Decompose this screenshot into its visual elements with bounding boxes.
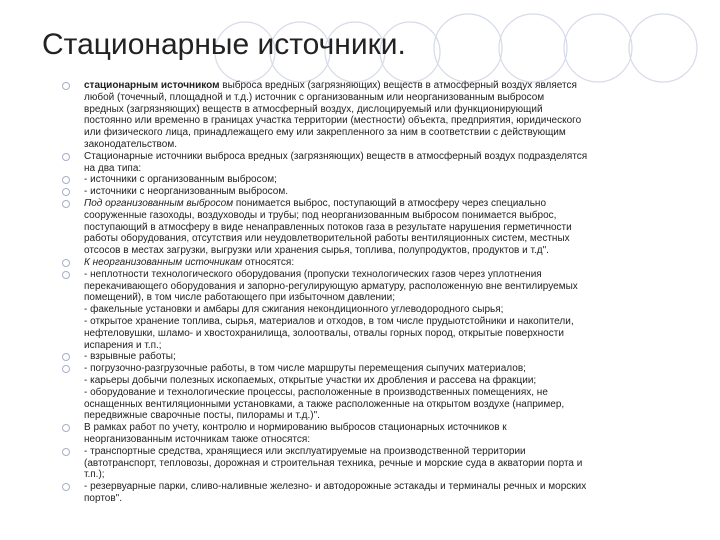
bullet-circle-icon [62, 82, 70, 90]
bullet-circle-icon [62, 153, 70, 161]
list-item: Под организованным выбросом понимается выброс, поступающий в атмосферу через специально сооруженные газоходы, воздуховоды и трубы; под неорганизованным выбросом понимается выброс, поступающий в атмосферу в виде ненаправленных потоков газа в результате нарушения герметичности работы оборудования, отсутствия или неудовлетворительной работы вентиляционных систем, местных отсосов в местах загрузки, выгрузки или хранения сырья, топлива, полупродуктов, продуктов и т.д". [62, 198, 694, 257]
ring-6 [499, 14, 567, 82]
bullet-circle-icon [62, 424, 70, 432]
bullet-circle-icon [62, 365, 70, 373]
bullet-circle-icon [62, 200, 70, 208]
list-item: Стационарные источники выброса вредных (загрязняющих) веществ в атмосферный воздух подразделятся на два типа: [62, 151, 694, 175]
bullet-circle-icon [62, 483, 70, 491]
bullet-circle-icon [62, 176, 70, 184]
italic-term: К неорганизованным источникам [84, 256, 243, 268]
slide-title: Стационарные источники. [42, 28, 406, 61]
list-item: - взрывные работы; [62, 351, 694, 363]
bullet-circle-icon [62, 188, 70, 196]
bullet-circle-icon [62, 353, 70, 361]
bullet-circle-icon [62, 259, 70, 267]
list-item: - источники с неорганизованным выбросом. [62, 186, 694, 198]
list-item: В рамках работ по учету, контролю и нормированию выбросов стационарных источников к неорганизованным источникам также относятся: [62, 422, 694, 446]
bullet-circle-icon [62, 271, 70, 279]
ring-8 [629, 14, 697, 82]
list-item: - погрузочно-разгрузочные работы, в том числе маршруты перемещения сыпучих материалов; - карьеры добычи полезных ископаемых, открытые участки их дробления и рассева на фракции; - оборудование и технологические процессы, расположенные в производственных помещениях, не оснащенных вентиляционными установками, а также расположенные на открытом воздухе (например, передвижные сварочные посты, пилорамы и т.д.)". [62, 363, 694, 422]
bullet-list [62, 80, 694, 505]
italic-term: Под организованным выбросом [84, 197, 234, 209]
list-item: - неплотности технологического оборудования (пропуски технологических газов через уплотнения перекачивающего оборудования и запорно-регулирующую арматуру, расположенную вне вентилируемых помещений), в том числе работающего при избыточном давлении; - факельные установки и амбары для сжигания некондиционного углеводородного сырья; - открытое хранение топлива, сырья, материалов и отходов, в том числе прудыотстойники и накопители, нефтеловушки, шламо- и хвостохранилища, золоотвалы, отвалы горных пород, открытые поверхности испарения и т.п.; [62, 269, 694, 352]
list-item: - резервуарные парки, сливо-наливные железно- и автодорожные эстакады и терминалы речных и морских портов". [62, 481, 694, 505]
list-item: К неорганизованным источникам относятся: [62, 257, 694, 269]
list-item: - источники с организованным выбросом; [62, 174, 694, 186]
bullet-circle-icon [62, 448, 70, 456]
ring-7 [564, 14, 632, 82]
list-item: стационарным источником выброса вредных (загрязняющих) веществ в атмосферный воздух является любой (точечный, площадной и т.д.) источник с организованным или неорганизованным выбросом вредных (загрязняющих) веществ в атмосферный воздух, дислоцируемый или функционирующий постоянно или временно в границах участка территории (местности) объекта, предприятия, юридического или физического лица, принадлежащего ему или закрепленного за ним в соответствии с действующим законодательством. [62, 80, 694, 151]
list-item: - транспортные средства, хранящиеся или эксплуатируемые на производственной территории (автотранспорт, тепловозы, дорожная и строительная техника, речные и морские суда в акватории порта и т.п.); [62, 446, 694, 481]
bold-term: стационарным источником [84, 80, 220, 91]
ring-5 [434, 14, 502, 82]
